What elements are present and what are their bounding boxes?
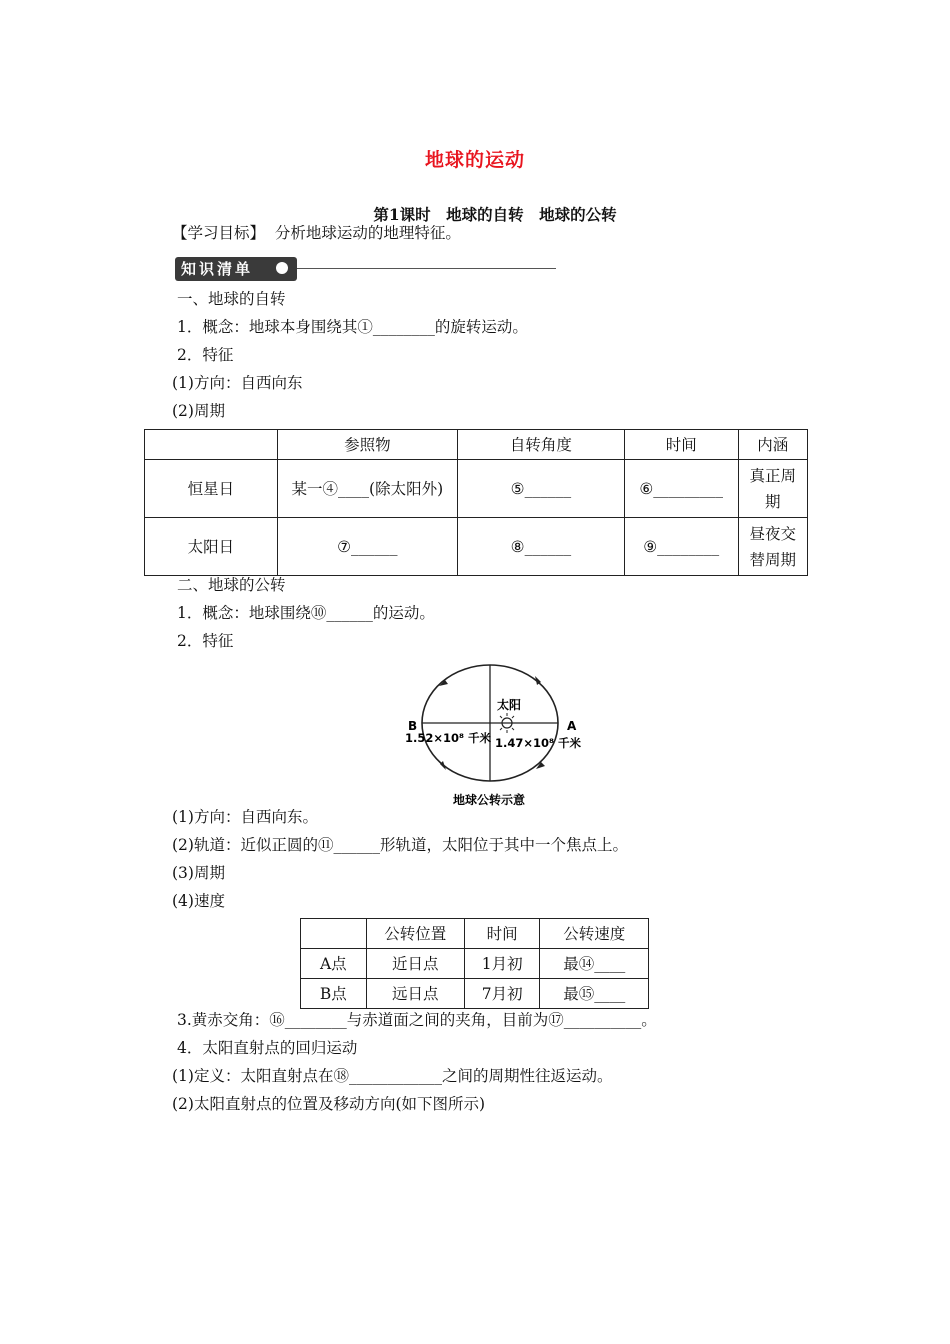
row-ref: 某一④____(除太阳外) bbox=[277, 460, 457, 518]
rotation-features: 2．特征 bbox=[177, 346, 234, 364]
table-header-cell: 内涵 bbox=[738, 430, 807, 460]
row-speed: 最⑭____ bbox=[540, 949, 649, 979]
row-time: ⑥_________ bbox=[624, 460, 738, 518]
row-point: B点 bbox=[301, 979, 367, 1009]
table-row bbox=[145, 460, 808, 518]
day-period-table bbox=[144, 429, 808, 576]
sun-label: 太阳 bbox=[497, 698, 522, 712]
row-name: 恒星日 bbox=[145, 460, 278, 518]
table-header-cell bbox=[145, 430, 278, 460]
row-ref: ⑦______ bbox=[277, 518, 457, 576]
revolution-period: (3)周期 bbox=[172, 864, 225, 882]
row-meaning: 昼夜交替周期 bbox=[738, 518, 807, 576]
row-pos: 近日点 bbox=[366, 949, 464, 979]
row-meaning: 真正周期 bbox=[738, 460, 807, 518]
revolution-heading: 二、地球的公转 bbox=[177, 576, 286, 594]
table-header-cell: 自转角度 bbox=[457, 430, 624, 460]
table-row bbox=[301, 949, 649, 979]
sun-motion-heading: 4．太阳直射点的回归运动 bbox=[177, 1039, 358, 1057]
row-time: 1月初 bbox=[464, 949, 540, 979]
lesson-subtitle: 第1课时 地球的自转 地球的公转 bbox=[373, 205, 617, 224]
table-header-cell: 时间 bbox=[624, 430, 738, 460]
revolution-diagram bbox=[395, 660, 595, 810]
row-point: A点 bbox=[301, 949, 367, 979]
table-row bbox=[145, 518, 808, 576]
table-row bbox=[301, 979, 649, 1009]
row-speed: 最⑮____ bbox=[540, 979, 649, 1009]
obliquity-line: 3.黄赤交角：⑯________与赤道面之间的夹角，目前为⑰__________。 bbox=[177, 1011, 657, 1029]
table-header-cell bbox=[301, 919, 367, 949]
point-b-label: B bbox=[408, 719, 418, 733]
banner-dot-icon bbox=[276, 262, 288, 274]
row-time: ⑨________ bbox=[624, 518, 738, 576]
revolution-features: 2．特征 bbox=[177, 632, 234, 650]
point-a-label: A bbox=[567, 719, 577, 733]
banner-label: 知识清单 bbox=[181, 260, 254, 278]
row-angle: ⑤______ bbox=[457, 460, 624, 518]
banner-rule bbox=[297, 268, 556, 269]
table-header-cell: 公转位置 bbox=[366, 919, 464, 949]
row-angle: ⑧______ bbox=[457, 518, 624, 576]
distance-a-label: 1.47×10⁸ 千米 bbox=[495, 736, 582, 750]
table-header-cell: 参照物 bbox=[277, 430, 457, 460]
row-name: 太阳日 bbox=[145, 518, 278, 576]
diagram-caption: 地球公转示意 bbox=[453, 793, 526, 807]
sun-motion-definition: (1)定义：太阳直射点在⑱____________之间的周期性往返运动。 bbox=[172, 1067, 613, 1085]
row-time: 7月初 bbox=[464, 979, 540, 1009]
sun-motion-position: (2)太阳直射点的位置及移动方向(如下图所示) bbox=[172, 1095, 486, 1113]
revolution-orbit: (2)轨道：近似正圆的⑪______形轨道，太阳位于其中一个焦点上。 bbox=[172, 836, 628, 854]
speed-table bbox=[300, 918, 649, 1009]
rotation-period: (2)周期 bbox=[172, 402, 225, 420]
rotation-heading: 一、地球的自转 bbox=[177, 290, 286, 308]
revolution-direction: (1)方向：自西向东。 bbox=[172, 808, 318, 826]
learning-goal: 【学习目标】 分析地球运动的地理特征。 bbox=[172, 224, 461, 242]
rotation-concept: 1．概念：地球本身围绕其①________的旋转运动。 bbox=[177, 318, 528, 336]
revolution-concept: 1．概念：地球围绕⑩______的运动。 bbox=[177, 604, 435, 622]
rotation-direction: (1)方向：自西向东 bbox=[172, 374, 303, 392]
row-pos: 远日点 bbox=[366, 979, 464, 1009]
table-header-cell: 公转速度 bbox=[540, 919, 649, 949]
table-header-cell: 时间 bbox=[464, 919, 540, 949]
distance-b-label: 1.52×10⁸ 千米 bbox=[405, 731, 492, 745]
revolution-speed: (4)速度 bbox=[172, 892, 225, 910]
page-title: 地球的运动 bbox=[424, 149, 525, 171]
